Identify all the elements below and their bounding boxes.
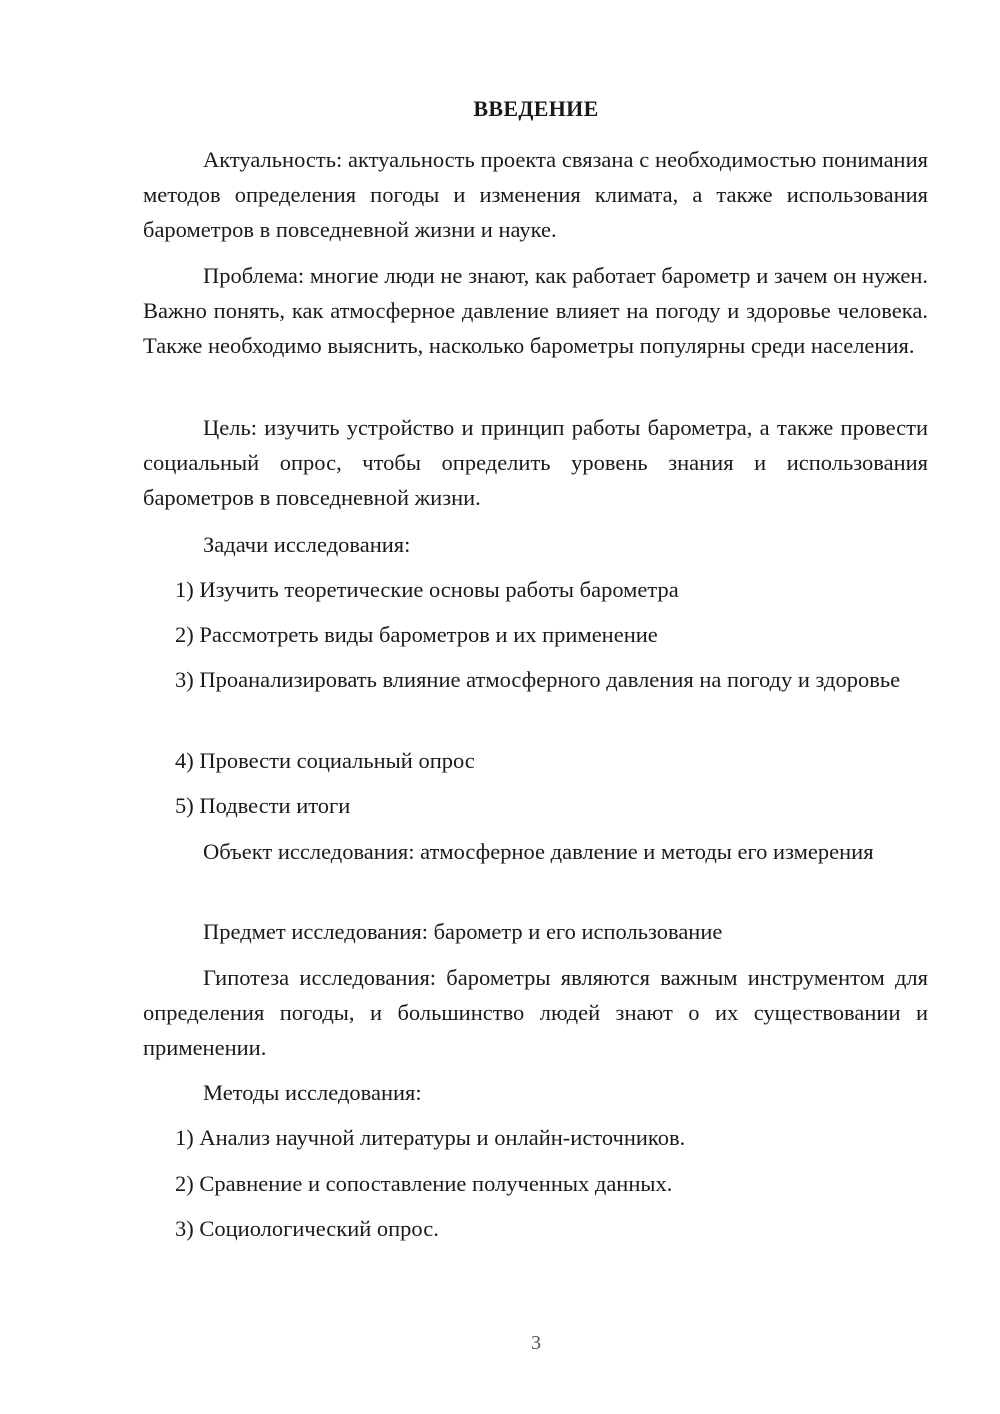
goal-paragraph: Цель: изучить устройство и принцип работы барометра, а также провести социальный опрос, чтобы определить уровень знания и использования барометров в повседневной жизни. [143,415,928,510]
subject-paragraph: Предмет исследования: барометр и его использование [203,919,723,944]
tasks-heading: Задачи исследования: [203,532,411,557]
methods-heading: Методы исследования: [203,1080,422,1105]
task-item: 1) Изучить теоретические основы работы барометра [175,577,679,602]
page-number: 3 [531,1332,541,1354]
page-title: ВВЕДЕНИЕ [473,96,599,121]
task-item: 3) Проанализировать влияние атмосферного давления на погоду и здоровье [175,667,901,692]
method-item: 2) Сравнение и сопоставление полученных данных. [175,1171,673,1196]
task-item: 4) Провести социальный опрос [175,748,475,773]
problem-paragraph: Проблема: многие люди не знают, как работает барометр и зачем он нужен. Важно понять, как атмосферное давление влияет на погоду и здоровье человека. Также необходимо выяснить, насколько барометры популярны среди населения. [143,263,928,358]
relevance-paragraph: Актуальность: актуальность проекта связана с необходимостью понимания методов определения погоды и изменения климата, а также использования барометров в повседневной жизни и науке. [143,147,928,242]
method-item: 1) Анализ научной литературы и онлайн-источников. [175,1125,686,1150]
task-item: 5) Подвести итоги [175,793,351,818]
task-item: 2) Рассмотреть виды барометров и их применение [175,622,658,647]
object-paragraph: Объект исследования: атмосферное давление и методы его измерения [203,839,874,864]
method-item: 3) Социологический опрос. [175,1216,439,1241]
hypothesis-paragraph: Гипотеза исследования: барометры являются важным инструментом для определения погоды, и большинство людей знают о их существовании и применении. [143,965,928,1060]
